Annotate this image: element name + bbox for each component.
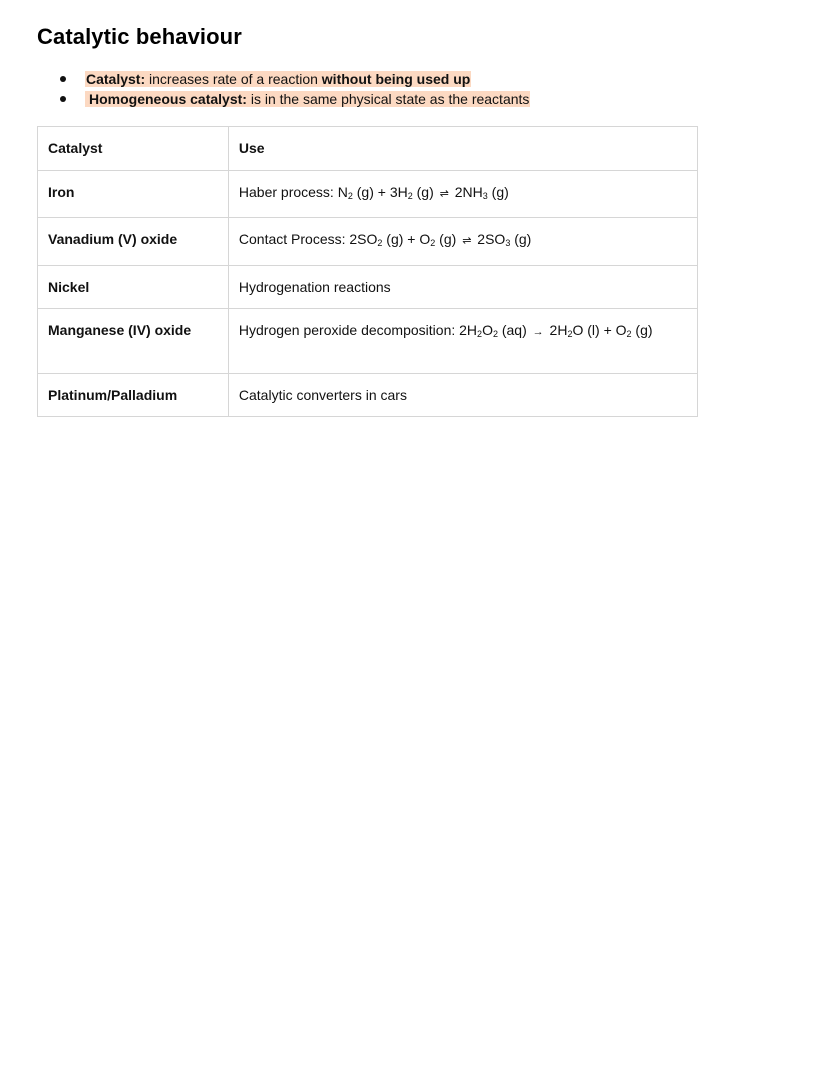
use-cell [228,309,697,374]
catalyst-cell [38,266,229,309]
catalyst-cell [38,171,229,218]
catalyst-cell [38,218,229,266]
catalyst-name: Nickel [48,279,90,295]
table-row [38,171,698,218]
highlighted-definition [85,91,530,107]
header-catalyst: Catalyst [48,140,103,156]
equation: Hydrogen peroxide decomposition: $2H_2O_2$ $(aq) \to 2H_2O$ $(l) + O_2$ (g) [238,322,653,339]
catalyst-name: Vanadium (V) oxide [48,231,178,247]
use-cell [228,171,697,218]
catalyst-name: Platinum/Palladium [48,387,178,403]
definition-term: Catalyst: [86,71,146,87]
definition-emphasis: without being used up [321,71,471,87]
bullet-dot-icon [60,96,66,102]
definition-list [58,69,530,109]
equation: Haber process: $N_2$ $(g) + 3H_2$ (g) ⇌ $2NH_3$ (g) [238,184,509,201]
table-row [38,374,698,417]
catalyst-name: Manganese (IV) oxide [48,322,192,338]
definition-text: increases rate of a reaction [145,71,322,87]
catalyst-name: Iron [48,184,75,200]
header-use: Use [238,140,265,156]
equilibrium-arrow-icon: ⇌ [439,188,449,200]
catalyst-table [37,126,698,417]
highlighted-definition [85,71,471,87]
table-row [38,266,698,309]
use-text: Catalytic converters in cars [238,387,407,403]
catalyst-cell [38,374,229,417]
list-item-catalyst [58,69,530,89]
definition-text: is in the same physical state as the reactants [246,91,530,107]
table-header-row [38,127,698,171]
catalyst-cell [38,309,229,374]
use-text: Hydrogenation reactions [238,279,391,295]
page-title: Catalytic behaviour [37,24,242,49]
definition-term: Homogeneous catalyst: [89,91,247,107]
table-row [38,309,698,374]
table-row [38,218,698,266]
use-cell [228,374,697,417]
use-cell [228,266,697,309]
table-header-cell [228,127,697,171]
list-item-homogeneous-catalyst [58,89,530,109]
reaction-arrow-icon: → [532,326,544,338]
use-cell [228,218,697,266]
table-header-cell [38,127,229,171]
bullet-dot-icon [60,76,66,82]
equation: Contact Process: $2SO_2$ $(g) + O_2$ (g) ⇌ $2SO_3$ (g) [238,231,532,248]
equilibrium-arrow-icon: ⇌ [462,235,472,247]
